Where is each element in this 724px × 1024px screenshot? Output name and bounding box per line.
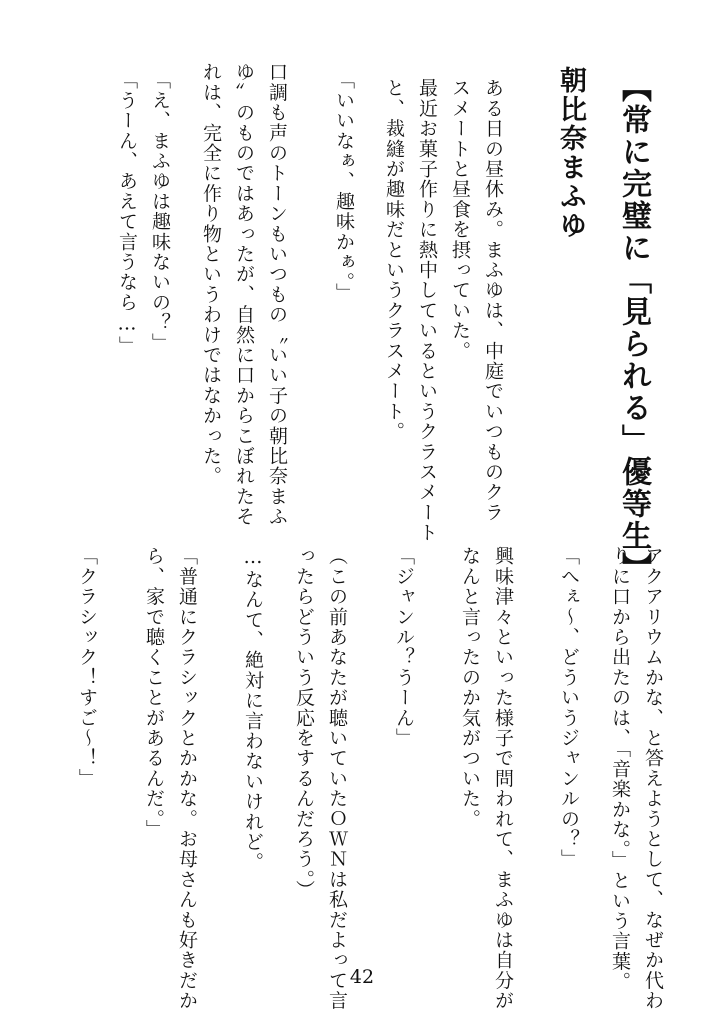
dialogue-line: 「うーん、あえて言うなら…」	[116, 70, 138, 356]
text-line: れは、完全に作り物というわけではなかった。	[200, 62, 222, 487]
character-name: 朝比奈まふゆ	[555, 66, 586, 240]
dialogue-line: 「へぇ～、どういうジャンルの？」	[558, 546, 580, 870]
text-line: 最近お菓子作りに熱中しているというクラスメート	[416, 78, 438, 543]
monologue-line: ったらどういう反応をするんだろう。）	[293, 546, 315, 901]
monologue-line: （この前あなたが聴いていたＯＷＮは私だよって言	[326, 546, 348, 1011]
text-line: ある日の昼休み。まふゆは、中庭でいつものクラ	[482, 78, 504, 523]
text-line: りに口から出たのは、「音楽かな。」という言葉。	[609, 546, 631, 992]
dialogue-line: ら、家で聴くことがあるんだ。」	[143, 546, 165, 840]
dialogue-line: 「普通にクラシックとかかな。お母さんも好きだか	[176, 546, 198, 1011]
text-line: ゆ〟のものではあったが、自然に口からこぼれたそ	[233, 62, 255, 527]
text-line: スメートと昼食を摂っていた。	[449, 78, 471, 361]
text-line: 口調も声のトーンもいつもの〝いい子の朝比奈まふ	[266, 62, 288, 527]
text-line: なんと言ったのか気がついた。	[459, 546, 481, 829]
dialogue-line: 「ジャンル？うーん」	[393, 546, 415, 748]
text-line: アクアリウムかな、と答えようとして、なぜか代わ	[642, 546, 664, 1011]
dialogue-line: 「クラシック！すご～！」	[76, 546, 98, 789]
dialogue-line: 「え、まふゆは趣味ないの？」	[149, 70, 171, 353]
chapter-title: 【常に完璧に「見られる」優等生】	[616, 72, 651, 584]
page-number: 42	[349, 966, 375, 988]
text-line: …なんて、絶対に言わないけれど。	[242, 546, 264, 873]
text-line: と、裁縫が趣味だというクラスメート。	[383, 78, 405, 442]
text-line: 興味津々といった様子で問われて、まふゆは自分が	[492, 546, 514, 1011]
dialogue-line: 「いいなぁ、趣味かぁ。」	[333, 70, 355, 303]
